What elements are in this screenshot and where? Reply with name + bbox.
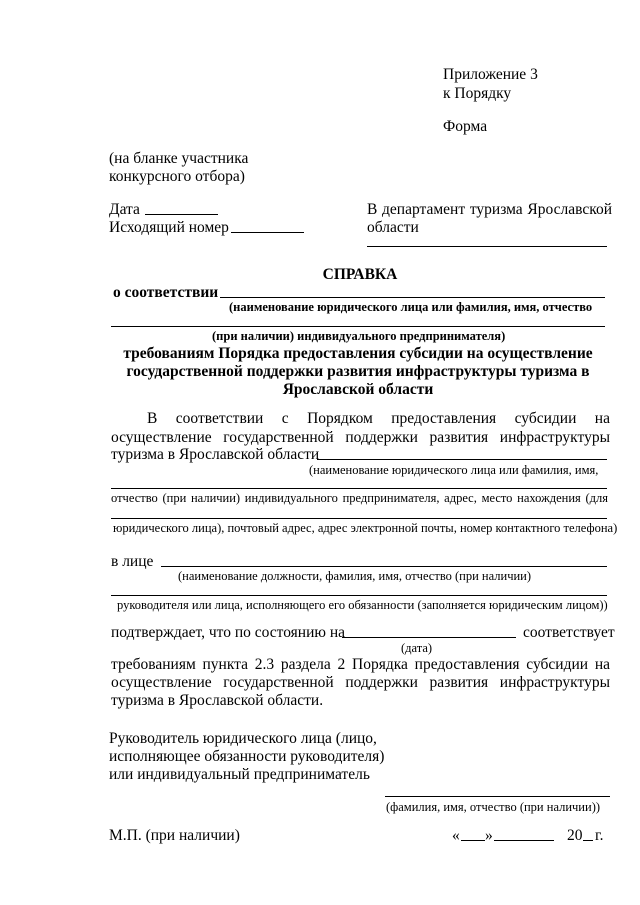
body-paragraph2-line2: осуществление государственной поддержки развития инфраструктуры: [111, 674, 610, 691]
stamp-label: М.П. (при наличии): [109, 827, 240, 844]
appendix-reference: к Порядку: [443, 85, 512, 102]
in-person-label: в лице: [111, 553, 154, 570]
representative-hint-2: руководителя или лица, исполняющего его обязанности (заполняется юридическим лицом)): [117, 598, 608, 612]
month-blank: [494, 840, 554, 841]
signature-caption-line2: исполняющее обязанности руководителя): [109, 748, 385, 765]
applicant-hint-3: юридического лица), почтовый адрес, адрес электронной почты, номер контактного телефона): [113, 521, 618, 535]
letterhead-note-line1: (на бланке участника: [109, 150, 249, 167]
signature-caption-line1: Руководитель юридического лица (лицо,: [109, 730, 377, 747]
form-label: Форма: [443, 118, 488, 135]
letterhead-note-line2: конкурсного отбора): [109, 168, 245, 185]
appendix-number: Приложение 3: [443, 66, 538, 83]
signature-hint: (фамилия, имя, отчество (при наличии)): [386, 800, 601, 814]
year-blank: [583, 840, 593, 841]
subject-prefix: о соответствии: [113, 284, 219, 301]
document-title: СПРАВКА: [322, 266, 398, 283]
year-prefix: 20: [567, 827, 583, 844]
addressee-line1: В департамент туризма Ярославской: [367, 201, 612, 218]
body-paragraph1-line2: осуществление государственной поддержки развития инфраструктуры: [111, 429, 610, 446]
body-paragraph1-line3: туризма в Ярославской области: [111, 446, 320, 463]
body-paragraph1-line1: В соответствии с Порядком предоставления субсидии на: [147, 410, 610, 427]
date-close-quote: »: [485, 827, 493, 844]
signature-blank: [385, 796, 610, 797]
subject-hint-1: (наименование юридического лица или фамилия, имя, отчество: [229, 300, 593, 314]
outgoing-number-label: Исходящий номер: [109, 219, 229, 236]
outgoing-number-blank: [231, 232, 304, 233]
applicant-blank-3: [111, 518, 607, 519]
confirms-prefix: подтверждает, что по состоянию на: [111, 624, 346, 641]
representative-hint-1: (наименование должности, фамилия, имя, отчество (при наличии): [178, 569, 532, 583]
subject-requirements-line3: Ярославской области: [282, 381, 434, 398]
confirms-suffix: соответствует: [523, 624, 615, 641]
applicant-hint-2: отчество (при наличии) индивидуального предпринимателя, адрес, место нахождения (для: [111, 491, 608, 505]
addressee-blank: [367, 246, 607, 247]
confirms-date-blank: [342, 637, 516, 638]
applicant-blank-2: [111, 488, 607, 489]
subject-requirements-line1: требованиям Порядка предоставления субсидии на осуществление: [123, 345, 593, 362]
date-blank: [145, 214, 218, 215]
signature-caption-line3: или индивидуальный предприниматель: [109, 766, 370, 783]
year-suffix: г.: [595, 827, 604, 844]
applicant-hint-1: (наименование юридического лица или фамилия, имя,: [309, 463, 599, 477]
body-paragraph2-line1: требованиям пункта 2.3 раздела 2 Порядка предоставления субсидии на: [111, 656, 610, 673]
addressee-line2: области: [367, 219, 419, 236]
representative-blank-2: [111, 595, 607, 596]
representative-blank-1: [161, 566, 607, 567]
day-blank: [461, 840, 485, 841]
applicant-blank-1: [317, 459, 607, 460]
date-open-quote: «: [452, 827, 460, 844]
subject-blank-1: [220, 297, 605, 298]
date-label: Дата: [109, 201, 140, 218]
subject-blank-2: [111, 326, 605, 327]
subject-requirements-line2: государственной поддержки развития инфраструктуры туризма в: [126, 363, 590, 380]
body-paragraph2-line3: туризма в Ярославской области.: [111, 692, 324, 709]
subject-hint-2: (при наличии) индивидуального предпринимателя): [212, 329, 506, 343]
confirms-date-hint: (дата): [401, 641, 433, 655]
